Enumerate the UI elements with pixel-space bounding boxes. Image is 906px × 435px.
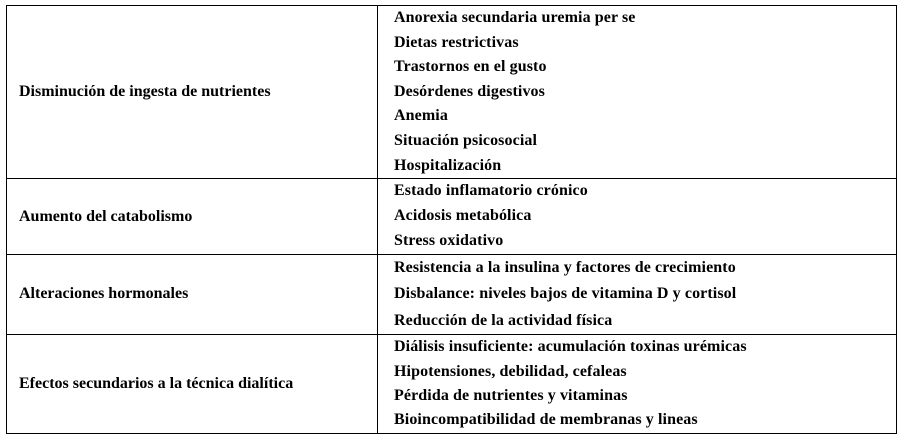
items-cell: [378, 179, 897, 255]
list-item: Situación psicosocial: [394, 131, 538, 149]
table-row: [7, 255, 897, 335]
items-cell: [378, 255, 897, 335]
category-cell: [7, 334, 378, 433]
causes-table: [6, 5, 897, 434]
list-item: Stress oxidativo: [394, 232, 504, 250]
category-cell: [7, 179, 378, 255]
category-label: Disminución de ingesta de nutrientes: [19, 83, 271, 101]
list-item: Hipotensiones, debilidad, cefaleas: [394, 362, 627, 380]
category-label: Alteraciones hormonales: [19, 285, 189, 303]
list-item: Resistencia a la insulina y factores de crecimiento: [394, 259, 736, 277]
list-item: Anemia: [394, 107, 448, 125]
items-cell: [378, 6, 897, 179]
list-item: Hospitalización: [394, 156, 502, 174]
list-item: Trastornos en el gusto: [394, 58, 547, 76]
list-item: Disbalance: niveles bajos de vitamina D y cortisol: [394, 285, 737, 303]
list-item: Anorexia secundaria uremia per se: [394, 9, 636, 26]
list-item: Acidosis metabólica: [394, 207, 532, 225]
category-label: Aumento del catabolismo: [19, 207, 193, 225]
category-cell: [7, 255, 378, 335]
list-item: Estado inflamatorio crónico: [394, 182, 588, 200]
list-item: Dietas restrictivas: [394, 33, 519, 51]
list-item: Diálisis insuficiente: acumulación toxinas urémicas: [394, 338, 747, 356]
list-item: Pérdida de nutrientes y vitaminas: [394, 386, 628, 404]
list-item: Bioincompatibilidad de membranas y lineas: [394, 410, 698, 428]
category-cell: [7, 6, 378, 179]
items-cell: [378, 334, 897, 433]
list-item: Desórdenes digestivos: [394, 82, 545, 100]
table-row: [7, 6, 897, 179]
table-row: [7, 334, 897, 433]
table-row: [7, 179, 897, 255]
category-label: Efectos secundarios a la técnica dialítica: [19, 374, 294, 392]
list-item: Reducción de la actividad física: [394, 311, 613, 329]
